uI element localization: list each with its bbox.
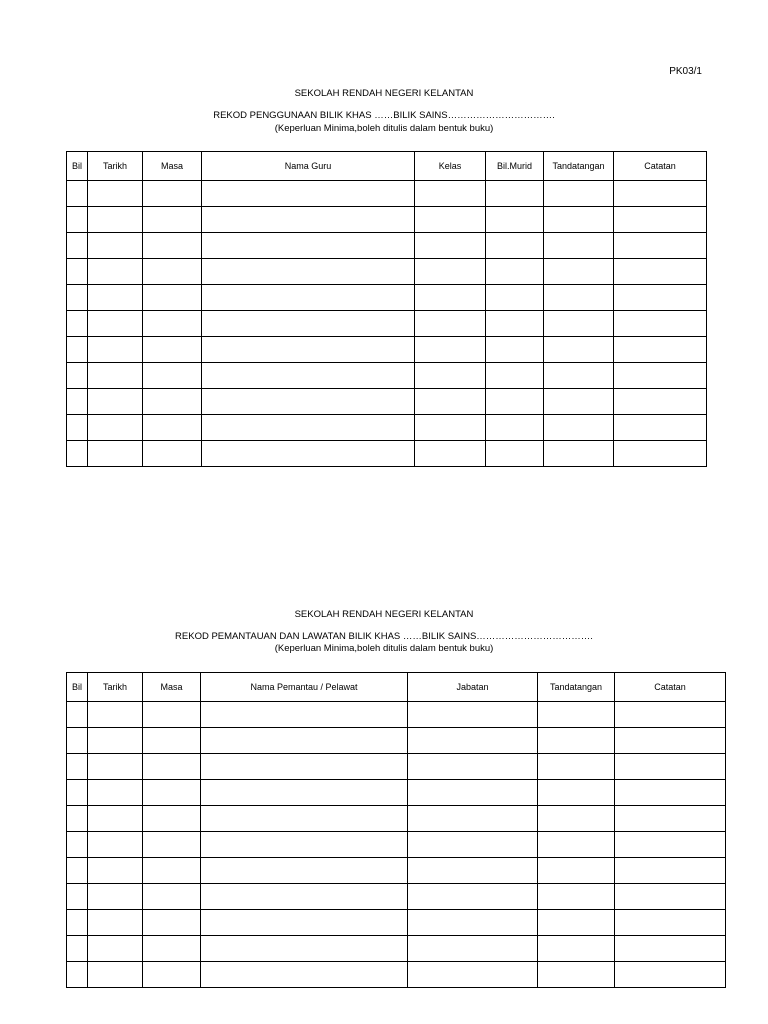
table-cell[interactable] <box>415 207 486 233</box>
table-cell[interactable] <box>615 754 726 780</box>
header-tandatangan: Tandatangan <box>538 673 615 702</box>
header-bil: Bil <box>67 152 88 181</box>
table-cell[interactable] <box>67 858 88 884</box>
table-cell[interactable] <box>143 311 202 337</box>
table-cell[interactable] <box>67 936 88 962</box>
table-row <box>67 702 726 728</box>
table-cell[interactable] <box>143 832 201 858</box>
table-cell[interactable] <box>415 415 486 441</box>
table-cell[interactable] <box>143 259 202 285</box>
usage-record-body <box>67 181 707 467</box>
table-cell[interactable] <box>67 728 88 754</box>
table-cell[interactable] <box>544 233 614 259</box>
table-cell[interactable] <box>88 780 143 806</box>
table-cell[interactable] <box>538 702 615 728</box>
table-cell[interactable] <box>143 415 202 441</box>
table-row <box>67 415 707 441</box>
header-nama-pemantau: Nama Pemantau / Pelawat <box>201 673 408 702</box>
table-cell[interactable] <box>67 806 88 832</box>
table-cell[interactable] <box>415 363 486 389</box>
table-cell[interactable] <box>615 806 726 832</box>
table-cell[interactable] <box>67 780 88 806</box>
table-cell[interactable] <box>201 702 408 728</box>
table-cell[interactable] <box>202 363 415 389</box>
table-cell[interactable] <box>202 415 415 441</box>
header-tarikh: Tarikh <box>88 673 143 702</box>
table-cell[interactable] <box>143 181 202 207</box>
table-cell[interactable] <box>201 754 408 780</box>
table-cell[interactable] <box>201 858 408 884</box>
table-cell[interactable] <box>67 233 88 259</box>
table-cell[interactable] <box>544 389 614 415</box>
document-code: PK03/1 <box>669 66 702 77</box>
table-cell[interactable] <box>143 337 202 363</box>
table-cell[interactable] <box>202 441 415 467</box>
table-cell[interactable] <box>143 780 201 806</box>
table-header-row <box>67 152 707 181</box>
table-cell[interactable] <box>544 441 614 467</box>
table-cell[interactable] <box>202 311 415 337</box>
table-row <box>67 363 707 389</box>
table-cell[interactable] <box>614 389 707 415</box>
table-row <box>67 389 707 415</box>
table-row <box>67 311 707 337</box>
table-cell[interactable] <box>415 233 486 259</box>
table-cell[interactable] <box>408 884 538 910</box>
table-cell[interactable] <box>408 806 538 832</box>
table-cell[interactable] <box>88 389 143 415</box>
table-cell[interactable] <box>143 441 202 467</box>
table-cell[interactable] <box>615 780 726 806</box>
table-cell[interactable] <box>201 910 408 936</box>
table-cell[interactable] <box>88 832 143 858</box>
monitoring-record-note: (Keperluan Minima,boleh ditulis dalam bentuk buku) <box>274 643 494 654</box>
table-row <box>67 936 726 962</box>
table-cell[interactable] <box>143 207 202 233</box>
table-cell[interactable] <box>88 415 143 441</box>
table-cell[interactable] <box>201 962 408 988</box>
header-catatan: Catatan <box>614 152 707 181</box>
table-cell[interactable] <box>88 936 143 962</box>
table-cell[interactable] <box>486 311 544 337</box>
table-row <box>67 207 707 233</box>
table-cell[interactable] <box>202 259 415 285</box>
table-row <box>67 728 726 754</box>
table-cell[interactable] <box>202 285 415 311</box>
table-cell[interactable] <box>544 259 614 285</box>
table-cell[interactable] <box>415 259 486 285</box>
table-cell[interactable] <box>544 415 614 441</box>
table-row <box>67 780 726 806</box>
table-cell[interactable] <box>615 962 726 988</box>
table-cell[interactable] <box>143 884 201 910</box>
table-cell[interactable] <box>486 233 544 259</box>
table-cell[interactable] <box>538 780 615 806</box>
table-cell[interactable] <box>143 936 201 962</box>
table-cell[interactable] <box>143 285 202 311</box>
table-cell[interactable] <box>486 415 544 441</box>
table-cell[interactable] <box>538 832 615 858</box>
table-cell[interactable] <box>408 858 538 884</box>
table-cell[interactable] <box>88 181 143 207</box>
table-cell[interactable] <box>415 311 486 337</box>
header-jabatan: Jabatan <box>408 673 538 702</box>
table-cell[interactable] <box>544 337 614 363</box>
table-row <box>67 806 726 832</box>
table-cell[interactable] <box>88 884 143 910</box>
table-cell[interactable] <box>202 389 415 415</box>
header-bil-murid: Bil.Murid <box>486 152 544 181</box>
table-cell[interactable] <box>143 962 201 988</box>
table-cell[interactable] <box>67 389 88 415</box>
table-cell[interactable] <box>544 285 614 311</box>
table-cell[interactable] <box>615 884 726 910</box>
table-cell[interactable] <box>143 389 202 415</box>
table-row <box>67 233 707 259</box>
table-cell[interactable] <box>88 337 143 363</box>
table-cell[interactable] <box>67 207 88 233</box>
table-cell[interactable] <box>538 806 615 832</box>
table-header-row <box>67 673 726 702</box>
table-cell[interactable] <box>88 754 143 780</box>
table-cell[interactable] <box>143 910 201 936</box>
table-row <box>67 441 707 467</box>
header-bil: Bil <box>67 673 88 702</box>
table-cell[interactable] <box>614 233 707 259</box>
table-cell[interactable] <box>544 181 614 207</box>
table-cell[interactable] <box>202 337 415 363</box>
table-cell[interactable] <box>201 884 408 910</box>
table-cell[interactable] <box>67 962 88 988</box>
usage-record-title: REKOD PENGGUNAAN BILIK KHAS ……BILIK SAINS……………………………. <box>213 110 555 121</box>
table-cell[interactable] <box>614 311 707 337</box>
table-cell[interactable] <box>615 702 726 728</box>
table-cell[interactable] <box>544 207 614 233</box>
table-cell[interactable] <box>538 884 615 910</box>
table-cell[interactable] <box>415 181 486 207</box>
table-cell[interactable] <box>415 337 486 363</box>
table-cell[interactable] <box>615 728 726 754</box>
header-masa: Masa <box>143 152 202 181</box>
table-cell[interactable] <box>486 337 544 363</box>
header-tarikh: Tarikh <box>88 152 143 181</box>
table-cell[interactable] <box>143 728 201 754</box>
table-cell[interactable] <box>614 441 707 467</box>
table-cell[interactable] <box>88 363 143 389</box>
table-cell[interactable] <box>614 207 707 233</box>
table-cell[interactable] <box>201 806 408 832</box>
header-catatan: Catatan <box>615 673 726 702</box>
table-cell[interactable] <box>415 285 486 311</box>
table-cell[interactable] <box>143 754 201 780</box>
table-cell[interactable] <box>201 936 408 962</box>
school-name-heading: SEKOLAH RENDAH NEGERI KELANTAN <box>294 88 474 99</box>
table-cell[interactable] <box>486 259 544 285</box>
table-cell[interactable] <box>615 910 726 936</box>
table-cell[interactable] <box>615 936 726 962</box>
table-cell[interactable] <box>88 311 143 337</box>
table-cell[interactable] <box>486 441 544 467</box>
table-row <box>67 884 726 910</box>
table-row <box>67 754 726 780</box>
table-cell[interactable] <box>67 415 88 441</box>
table-cell[interactable] <box>544 311 614 337</box>
monitoring-record-title: REKOD PEMANTAUAN DAN LAWATAN BILIK KHAS ……BILIK SAINS………………………………. <box>175 631 593 642</box>
table-cell[interactable] <box>67 754 88 780</box>
table-cell[interactable] <box>88 806 143 832</box>
table-cell[interactable] <box>538 962 615 988</box>
table-cell[interactable] <box>143 363 202 389</box>
table-cell[interactable] <box>201 728 408 754</box>
table-cell[interactable] <box>67 441 88 467</box>
table-cell[interactable] <box>486 363 544 389</box>
table-cell[interactable] <box>614 363 707 389</box>
table-cell[interactable] <box>67 181 88 207</box>
header-masa: Masa <box>143 673 201 702</box>
table-cell[interactable] <box>415 389 486 415</box>
table-cell[interactable] <box>408 754 538 780</box>
table-cell[interactable] <box>67 832 88 858</box>
table-cell[interactable] <box>88 962 143 988</box>
table-cell[interactable] <box>88 728 143 754</box>
table-cell[interactable] <box>486 285 544 311</box>
table-cell[interactable] <box>538 728 615 754</box>
header-kelas: Kelas <box>415 152 486 181</box>
table-cell[interactable] <box>67 884 88 910</box>
table-cell[interactable] <box>88 702 143 728</box>
table-cell[interactable] <box>614 285 707 311</box>
table-row <box>67 858 726 884</box>
table-cell[interactable] <box>67 259 88 285</box>
table-cell[interactable] <box>408 702 538 728</box>
table-cell[interactable] <box>408 832 538 858</box>
table-cell[interactable] <box>614 259 707 285</box>
table-row <box>67 259 707 285</box>
table-cell[interactable] <box>614 181 707 207</box>
table-cell[interactable] <box>408 780 538 806</box>
usage-record-note: (Keperluan Minima,boleh ditulis dalam bentuk buku) <box>274 123 494 134</box>
table-cell[interactable] <box>67 363 88 389</box>
table-cell[interactable] <box>614 415 707 441</box>
table-row <box>67 285 707 311</box>
monitoring-record-table <box>66 672 726 988</box>
monitoring-record-body <box>67 702 726 988</box>
table-cell[interactable] <box>67 285 88 311</box>
table-cell[interactable] <box>201 780 408 806</box>
school-name-heading-2: SEKOLAH RENDAH NEGERI KELANTAN <box>294 609 474 620</box>
table-cell[interactable] <box>615 858 726 884</box>
table-cell[interactable] <box>408 962 538 988</box>
table-row <box>67 910 726 936</box>
table-cell[interactable] <box>67 337 88 363</box>
table-cell[interactable] <box>544 363 614 389</box>
table-cell[interactable] <box>614 337 707 363</box>
table-cell[interactable] <box>88 233 143 259</box>
table-cell[interactable] <box>486 389 544 415</box>
table-cell[interactable] <box>88 858 143 884</box>
table-cell[interactable] <box>202 181 415 207</box>
table-cell[interactable] <box>143 702 201 728</box>
table-cell[interactable] <box>408 936 538 962</box>
table-cell[interactable] <box>408 910 538 936</box>
header-nama-guru: Nama Guru <box>202 152 415 181</box>
table-row <box>67 962 726 988</box>
table-cell[interactable] <box>88 441 143 467</box>
table-cell[interactable] <box>408 728 538 754</box>
table-cell[interactable] <box>88 259 143 285</box>
header-tandatangan: Tandatangan <box>544 152 614 181</box>
table-cell[interactable] <box>202 233 415 259</box>
table-cell[interactable] <box>486 207 544 233</box>
table-cell[interactable] <box>486 181 544 207</box>
table-cell[interactable] <box>67 702 88 728</box>
table-cell[interactable] <box>538 910 615 936</box>
table-cell[interactable] <box>415 441 486 467</box>
table-cell[interactable] <box>538 936 615 962</box>
table-row <box>67 832 726 858</box>
table-cell[interactable] <box>143 858 201 884</box>
table-cell[interactable] <box>67 311 88 337</box>
table-cell[interactable] <box>67 910 88 936</box>
table-row <box>67 337 707 363</box>
table-cell[interactable] <box>88 285 143 311</box>
table-cell[interactable] <box>143 233 202 259</box>
table-cell[interactable] <box>615 832 726 858</box>
table-cell[interactable] <box>201 832 408 858</box>
usage-record-table <box>66 151 707 467</box>
table-cell[interactable] <box>88 207 143 233</box>
table-row <box>67 181 707 207</box>
table-cell[interactable] <box>88 910 143 936</box>
table-cell[interactable] <box>538 858 615 884</box>
table-cell[interactable] <box>202 207 415 233</box>
table-cell[interactable] <box>538 754 615 780</box>
table-cell[interactable] <box>143 806 201 832</box>
